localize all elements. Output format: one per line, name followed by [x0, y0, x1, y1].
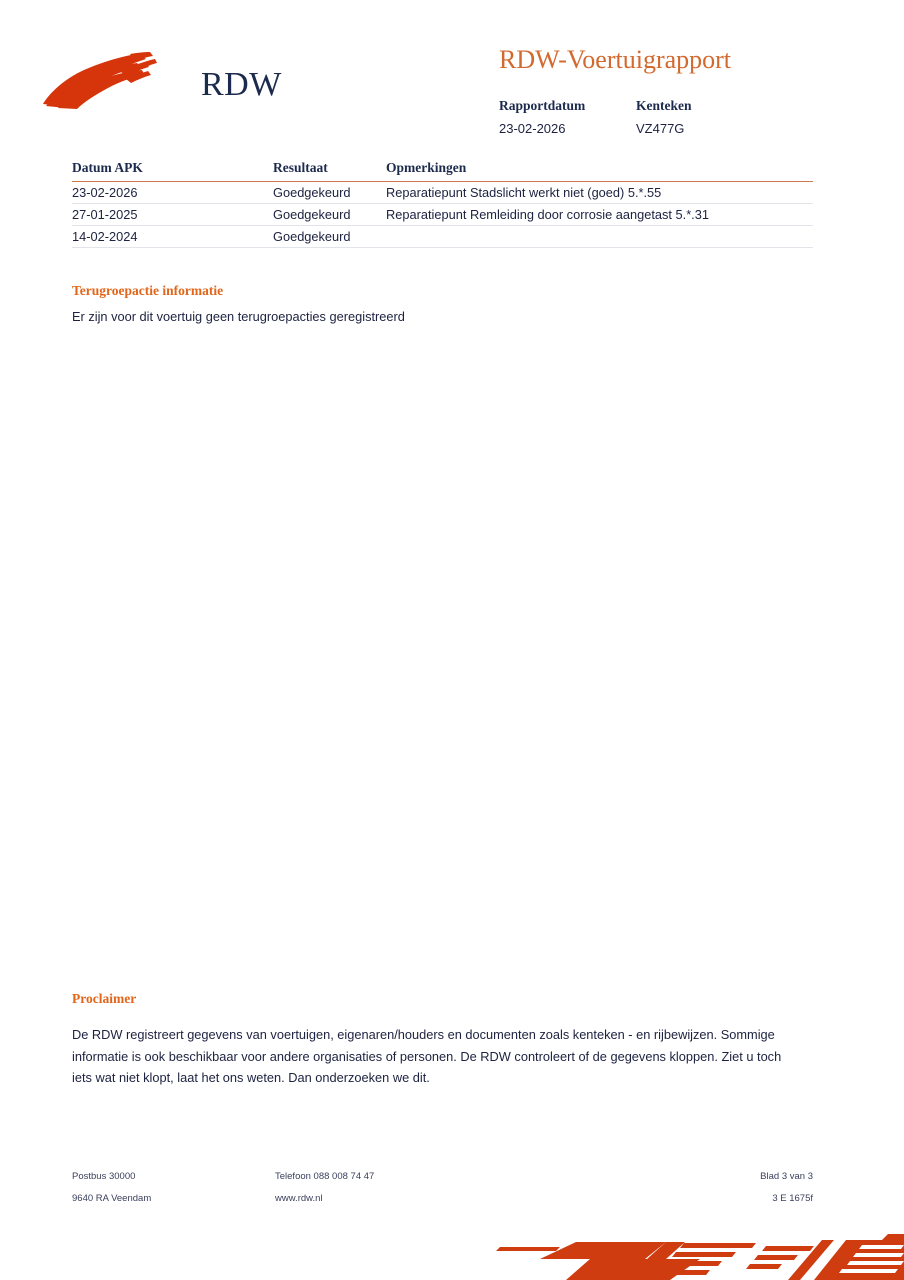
footer-website[interactable]: www.rdw.nl	[275, 1193, 323, 1204]
footer-page-info: Blad 3 van 3	[760, 1171, 813, 1182]
cell-result: Goedgekeurd	[273, 229, 351, 244]
column-header-datum-apk: Datum APK	[72, 160, 143, 175]
rdw-feather-icon	[40, 52, 162, 110]
cell-remark: Reparatiepunt Stadslicht werkt niet (goed) 5.*.55	[386, 185, 662, 200]
proclaimer-heading: Proclaimer	[72, 991, 137, 1006]
footer-row-1	[72, 1171, 813, 1193]
report-date-value: 23-02-2026	[499, 121, 566, 136]
document-header	[0, 0, 904, 150]
rdw-speed-stripes-graphic	[470, 1222, 904, 1280]
table-row	[72, 182, 813, 204]
license-plate-block	[636, 98, 816, 138]
document-footer	[72, 1171, 813, 1221]
footer-city: 9640 RA Veendam	[72, 1193, 152, 1204]
license-plate-value: VZ477G	[636, 121, 685, 136]
report-meta	[499, 98, 859, 138]
rdw-logo	[40, 30, 300, 110]
footer-phone: Telefoon 088 008 74 47	[275, 1171, 375, 1182]
recall-section	[72, 283, 772, 327]
license-plate-label: Kenteken	[636, 98, 692, 113]
footer-postbus: Postbus 30000	[72, 1171, 136, 1182]
cell-date: 27-01-2025	[72, 207, 138, 222]
table-row	[72, 226, 813, 248]
table-row	[72, 204, 813, 226]
cell-date: 23-02-2026	[72, 185, 138, 200]
table-header-row	[72, 160, 813, 182]
rdw-wordmark: RDW	[201, 66, 282, 103]
column-header-resultaat: Resultaat	[273, 160, 328, 175]
cell-remark: Reparatiepunt Remleiding door corrosie aangetast 5.*.31	[386, 207, 709, 222]
proclaimer-section	[72, 991, 782, 1089]
proclaimer-text: De RDW registreert gegevens van voertuigen, eigenaren/houders en documenten zoals kenteken - en rijbewijzen. Sommige informatie is ook beschikbaar voor andere organisaties of personen. De RDW controleert of de gegevens kloppen. Ziet u toch iets wat niet klopt, laat het ons weten. Dan onderzoeken we dit.	[72, 1027, 782, 1085]
report-date-block	[499, 98, 636, 138]
recall-heading: Terugroepactie informatie	[72, 283, 224, 298]
column-header-opmerkingen: Opmerkingen	[386, 160, 467, 175]
cell-result: Goedgekeurd	[273, 207, 351, 222]
cell-date: 14-02-2024	[72, 229, 138, 244]
footer-row-2	[72, 1193, 813, 1215]
apk-inspection-table	[72, 160, 813, 248]
page-title: RDW-Voertuigrapport	[499, 45, 732, 74]
cell-result: Goedgekeurd	[273, 185, 351, 200]
recall-text: Er zijn voor dit voertuig geen terugroepacties geregistreerd	[72, 309, 405, 324]
report-date-label: Rapportdatum	[499, 98, 586, 113]
footer-form-code: 3 E 1675f	[772, 1193, 813, 1204]
